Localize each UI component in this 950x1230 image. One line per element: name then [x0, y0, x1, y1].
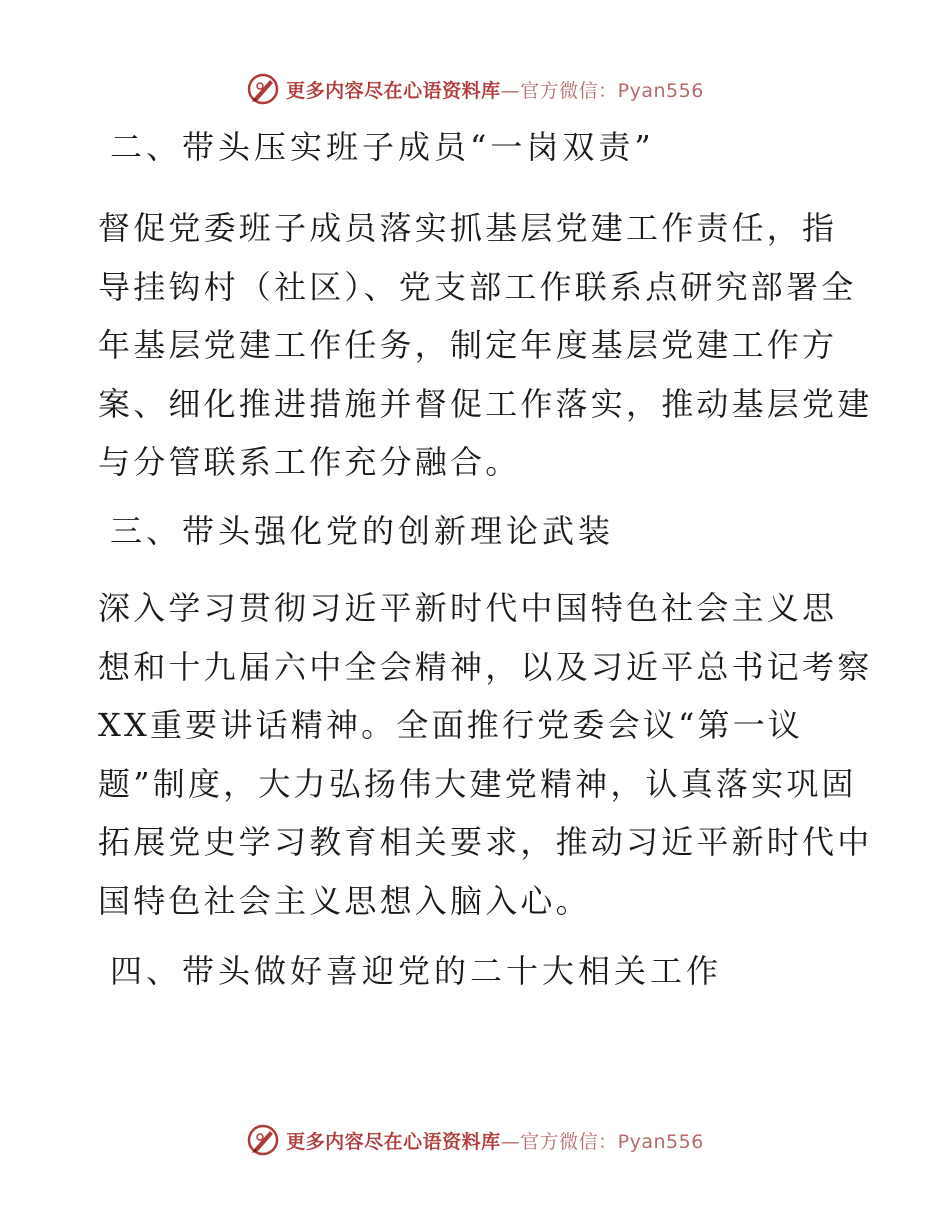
section-paragraph-3 [98, 579, 872, 930]
paragraph-line: 年基层党建工作任务，制定年度基层党建工作方 [98, 326, 838, 364]
watermark-logo-icon [246, 1123, 280, 1157]
watermark-wechat-id: —官方微信：Pyan556 [500, 1130, 704, 1153]
section-heading-2: 二、带头压实班子成员“一岗双责” [110, 128, 655, 166]
paragraph-line: 导挂钩村（社区）、党支部工作联系点研究部署全 [98, 267, 857, 306]
paragraph-line: 拓展党史学习教育相关要求，推动习近平新时代中 [98, 823, 873, 861]
section-paragraph-2 [98, 199, 872, 492]
watermark-text [286, 76, 704, 103]
watermark-text [286, 1127, 704, 1154]
paragraph-line: XX重要讲话精神。全面推行党委会议“第一议 [98, 706, 804, 744]
section-heading-3: 三、带头强化党的创新理论武装 [110, 512, 615, 550]
watermark-wechat-id: —官方微信：Pyan556 [500, 79, 704, 102]
watermark-logo-icon [246, 72, 280, 106]
paragraph-line: 督促党委班子成员落实抓基层党建工作责任，指 [98, 209, 838, 247]
paragraph-line: 与分管联系工作充分融合。 [98, 443, 521, 481]
paragraph-line: 案、细化推进措施并督促工作落实，推动基层党建 [98, 384, 873, 423]
paragraph-line: 深入学习贯彻习近平新时代中国特色社会主义思 [98, 589, 838, 627]
paragraph-line: 题”制度，大力弘扬伟大建党精神，认真落实巩固 [98, 764, 857, 803]
watermark-library-name: 更多内容尽在心语资料库 [286, 79, 501, 102]
paragraph-line: 想和十九届六中全会精神，以及习近平总书记考察 [98, 647, 873, 686]
watermark-library-name: 更多内容尽在心语资料库 [286, 1130, 501, 1153]
paragraph-line: 国特色社会主义思想入脑入心。 [98, 881, 591, 920]
header-watermark [0, 72, 950, 106]
section-heading-4: 四、带头做好喜迎党的二十大相关工作 [110, 952, 723, 990]
footer-watermark [0, 1123, 950, 1157]
